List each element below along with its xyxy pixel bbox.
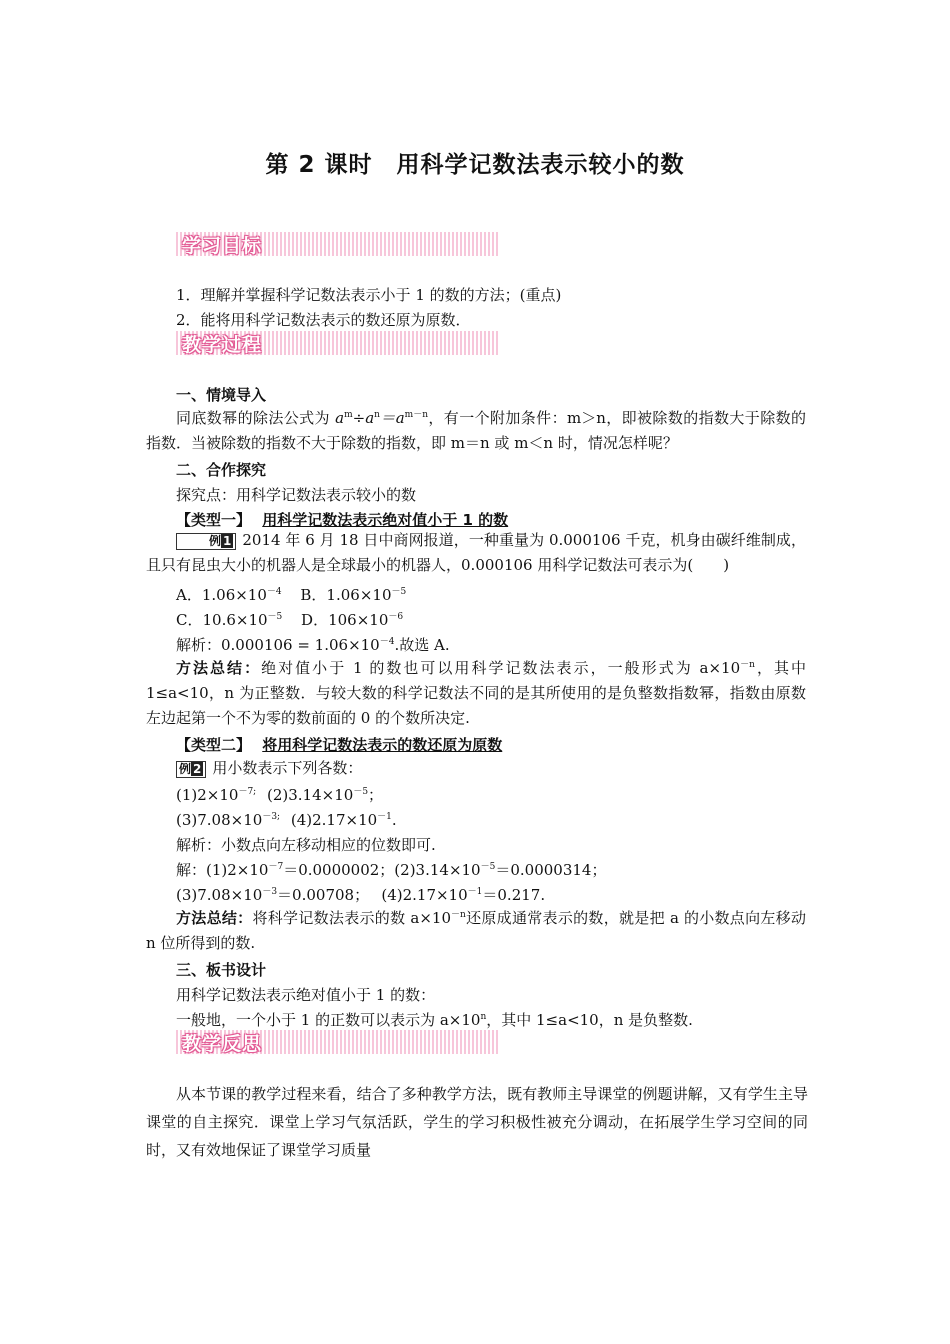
section-heading: 一、情境导入: [176, 386, 267, 404]
sup: －4: [266, 587, 282, 597]
section-heading: 三、板书设计: [176, 961, 267, 979]
sup: －1: [467, 887, 483, 897]
solution-row: [176, 861, 606, 879]
board-line: 用科学记数法表示绝对值小于 1 的数：: [176, 986, 436, 1004]
summary-one: [146, 656, 806, 731]
text: 解析：0.000106 = 1.06×10: [176, 636, 380, 654]
example-one: [146, 528, 806, 578]
question-row: [176, 811, 397, 829]
banner-teaching-process: [176, 331, 498, 355]
sup: n: [480, 1012, 487, 1022]
banner-label: 教学反思: [182, 1033, 263, 1055]
example-badge: [176, 761, 206, 778]
text: (3)7.08×10: [176, 811, 263, 829]
type-label: 【类型一】: [176, 511, 252, 529]
text: 一般地，一个小于 1 的正数可以表示为 a×10: [176, 1011, 481, 1029]
option: C．10.6×10: [176, 611, 268, 629]
sup: －6: [388, 612, 404, 622]
text: 绝对值小于 1 的数也可以用科学记数法表示，一般形式为 a×10: [261, 659, 741, 677]
math: ÷a: [352, 409, 375, 427]
banner-label: 教学过程: [182, 334, 263, 356]
banner-label: 学习目标: [182, 235, 263, 257]
text: .: [391, 811, 397, 829]
reflection-paragraph: 从本节课的教学过程来看，结合了多种教学方法，既有教师主导课堂的例题讲解，又有学生主导课堂的自主探究．课堂上学习气氛活跃，学生的学习积极性被充分调动，在拓展学生学习空间的同时，又有效地保证了课堂学习质量: [146, 1085, 808, 1159]
option: B．1.06×10: [300, 586, 392, 604]
sup: －5: [391, 587, 407, 597]
type-two-heading: [176, 736, 502, 754]
sup: －5: [267, 612, 283, 622]
sup: －5: [480, 862, 496, 872]
badge-number: 2: [193, 762, 202, 776]
section-heading: 二、合作探究: [176, 461, 267, 479]
summary-label: 方法总结：: [176, 909, 253, 927]
analysis-one: [176, 636, 450, 654]
badge-tag: 例: [209, 534, 222, 548]
text: .故选 A.: [394, 636, 450, 654]
sup: m－n: [404, 410, 429, 420]
type-title: 用科学记数法表示绝对值小于 1 的数: [262, 511, 509, 529]
text: (1)2×10: [176, 786, 239, 804]
sup: m: [344, 410, 353, 420]
text: ＝0.0000314；: [495, 861, 607, 879]
text: 解：(1)2×10: [176, 861, 269, 879]
type-label: 【类型二】: [176, 736, 252, 754]
example-badge: [176, 533, 236, 550]
sup: －n: [451, 910, 466, 920]
board-line: [176, 1011, 693, 1029]
example-two: [176, 759, 362, 778]
sup: n: [374, 410, 380, 420]
sup: －7;: [238, 787, 257, 797]
text: ，其中 1≤a<10，n 是负整数.: [486, 1011, 693, 1029]
text: ＝0.00708； (4)2.17×10: [277, 886, 468, 904]
sup: －n: [740, 660, 755, 670]
sup: －3: [262, 887, 278, 897]
text: 2014 年 6 月 18 日中商网报道，一种重量为 0.000106 千克，机身由碳纤维制成，且只有昆虫大小的机器人是全球最小的机器人，0.000106 用科学记数法可表示为( ): [146, 531, 806, 574]
text: 将科学记数法表示的数 a×10: [252, 909, 452, 927]
text: 同底数幂的除法公式为: [176, 409, 336, 427]
summary-two: [146, 906, 806, 956]
sup: －7: [268, 862, 284, 872]
text: ；: [368, 786, 384, 804]
option: D．106×10: [301, 611, 389, 629]
sup: －5: [353, 787, 369, 797]
text: 用小数表示下列各数：: [212, 759, 363, 777]
solution-row: [176, 886, 545, 904]
banner-teaching-reflection: [176, 1030, 498, 1054]
intro-paragraph: [146, 406, 806, 456]
math: ＝a: [379, 409, 405, 427]
text: (2)3.14×10: [267, 786, 354, 804]
options-row: [176, 611, 403, 629]
explore-point: 探究点：用科学记数法表示较小的数: [176, 486, 417, 504]
text: (4)2.17×10: [290, 811, 378, 829]
sup: －4: [379, 637, 395, 647]
question-row: [176, 786, 383, 804]
type-one-heading: [176, 511, 508, 529]
goal-item: 1．理解并掌握科学记数法表示小于 1 的数的方法；(重点): [176, 286, 562, 304]
text: (3)7.08×10: [176, 886, 263, 904]
options-row: [176, 586, 406, 604]
goal-item: 2．能将用科学记数法表示的数还原为原数．: [176, 311, 471, 329]
text: ＝0.217.: [482, 886, 546, 904]
text: 还原成通常表示的数，就是把 a 的小数点向左移动 n 位所得到的数.: [146, 909, 806, 952]
summary-label: 方法总结：: [176, 659, 262, 677]
sup: －3;: [262, 812, 281, 822]
text: ，其中 1≤a<10，n 为正整数．与较大数的科学记数法不同的是其所使用的是负整数指数幂，指数由原数左边起第一个不为零的数前面的 0 的个数所决定.: [146, 659, 806, 727]
type-title: 将用科学记数法表示的数还原为原数: [262, 736, 503, 754]
badge-number: 1: [223, 534, 232, 548]
option: A．1.06×10: [176, 586, 267, 604]
text: ＝0.0000002；(2)3.14×10: [283, 861, 481, 879]
math: a: [335, 409, 345, 427]
text: ，有一个附加条件：m＞n，即被除数的指数大于除数的指数．当被除数的指数不大于除数的指数，即 m＝n 或 m＜n 时，情况怎样呢？: [146, 409, 806, 452]
sup: －1: [377, 812, 392, 822]
analysis-two: 解析：小数点向左移动相应的位数即可.: [176, 836, 436, 854]
page-title: 第 2 课时 用科学记数法表示较小的数: [265, 152, 685, 178]
badge-tag: 例: [179, 762, 192, 776]
banner-learning-goals: [176, 232, 498, 256]
